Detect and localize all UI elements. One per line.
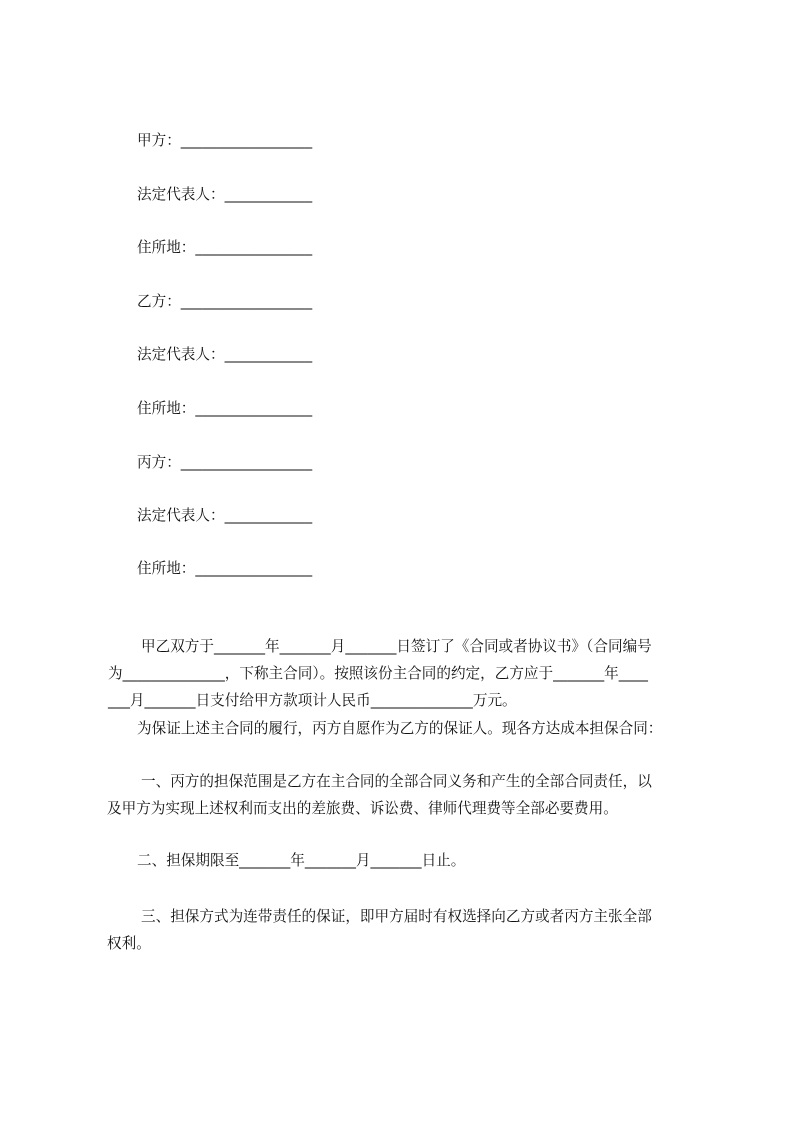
party-a-address-blank[interactable]: ________________ bbox=[195, 239, 313, 256]
party-b-address-field bbox=[137, 399, 312, 419]
party-a-representative-field bbox=[137, 185, 312, 205]
party-b-blank[interactable]: __________________ bbox=[180, 293, 313, 310]
clause-3-line-1: 三、担保方式为连带责任的保证，即甲方届时有权选择向乙方或者丙方主张全部 bbox=[141, 908, 652, 925]
party-b-field bbox=[137, 292, 312, 312]
party-a-representative-label: 法定代表人： bbox=[137, 186, 225, 203]
clause-3 bbox=[107, 903, 652, 957]
party-a-representative-blank[interactable]: ____________ bbox=[224, 186, 313, 203]
party-c-representative-label: 法定代表人： bbox=[137, 507, 225, 524]
party-b-address-label: 住所地： bbox=[137, 400, 196, 417]
guarantee-statement: 为保证上述主合同的履行，丙方自愿作为乙方的保证人。现各方达成本担保合同： bbox=[137, 720, 663, 737]
party-b-representative-label: 法定代表人： bbox=[137, 346, 225, 363]
party-c-representative-field bbox=[137, 506, 312, 526]
party-b-representative-blank[interactable]: ____________ bbox=[224, 346, 313, 363]
party-b-address-blank[interactable]: ________________ bbox=[195, 400, 313, 417]
party-a-label: 甲方： bbox=[137, 132, 181, 149]
party-a-address-label: 住所地： bbox=[137, 239, 196, 256]
party-b-representative-field bbox=[137, 345, 312, 365]
clause-1-line-2: 及甲方为实现上述权利而支出的差旅费、诉讼费、律师代理费等全部必要费用。 bbox=[107, 800, 618, 817]
party-c-address-blank[interactable]: ________________ bbox=[195, 560, 313, 577]
intro-line-3: ___月_______日支付给甲方款项计人民币______________万元。 bbox=[108, 692, 517, 709]
party-c-blank[interactable]: __________________ bbox=[180, 454, 313, 471]
party-a-blank[interactable]: __________________ bbox=[180, 132, 313, 149]
party-c-representative-blank[interactable]: ____________ bbox=[224, 507, 313, 524]
clause-1-line-1: 一、丙方的担保范围是乙方在主合同的全部合同义务和产生的全部合同责任，以 bbox=[141, 773, 652, 790]
intro-line-1: 甲乙双方于_______年_______月_______日签订了《合同或者协议书》（合同编号 bbox=[141, 638, 652, 655]
clause-3-line-2: 权利。 bbox=[107, 935, 151, 952]
intro-line-2: 为______________，下称主合同）。按照该份主合同的约定，乙方应于_______年____ bbox=[108, 665, 648, 682]
clause-2: 二、担保期限至_______年_______月_______日止。 bbox=[137, 852, 466, 869]
party-c-field bbox=[137, 453, 312, 473]
party-a-field bbox=[137, 131, 312, 151]
intro-paragraph bbox=[107, 633, 652, 714]
party-a-address-field bbox=[137, 238, 312, 258]
clause-1 bbox=[107, 768, 652, 822]
party-b-label: 乙方： bbox=[137, 293, 181, 310]
party-c-address-field bbox=[137, 559, 312, 579]
party-c-label: 丙方： bbox=[137, 454, 181, 471]
party-c-address-label: 住所地： bbox=[137, 560, 196, 577]
